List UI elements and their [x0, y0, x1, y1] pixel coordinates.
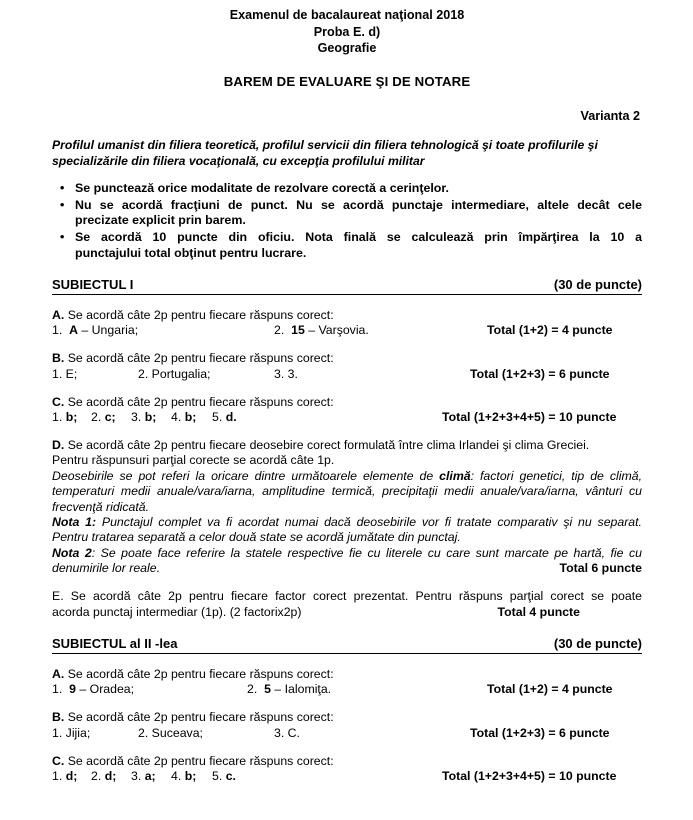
- section-c-answers: [52, 410, 642, 425]
- rule-3-line2: punctajului total obţinut pentru lucrare.: [75, 245, 307, 260]
- subject-2-title: SUBIECTUL al II -lea: [52, 636, 178, 652]
- answer-3-value: a;: [144, 768, 156, 783]
- rule-1-line1: Se punctează orice modalitate de rezolvare corectă a cerinţelor.: [75, 181, 449, 196]
- profile-note: [52, 138, 642, 169]
- varianta-label: Varianta 2: [580, 108, 640, 123]
- exam-title-line1: Examenul de bacalaureat naţional 2018: [229, 8, 465, 22]
- answer-1-rest: – Oradea;: [75, 682, 135, 697]
- s2-section-a-total: Total (1+2) = 4 puncte: [487, 682, 613, 697]
- profile-note-line1: Profilul umanist din filiera teoretică, profilul servicii din filiera tehnologică şi toate profilurile şi: [52, 138, 598, 153]
- bullet-icon: •: [60, 229, 65, 244]
- rule-3-line1: Se acordă 10 puncte din oficiu. Nota finală se calculează prin împărţirea la 10 a: [75, 229, 642, 244]
- subject-2-section-c: [52, 754, 642, 784]
- section-a-lead: [52, 308, 642, 323]
- answer-5: [212, 769, 236, 784]
- s2-section-a-lead-text: Se acordă câte 2p pentru fiecare răspuns corect:: [64, 666, 334, 681]
- section-e-line2-text: acorda punctaj intermediar (1p). (2 factorix2p): [52, 604, 302, 619]
- section-c-label: C.: [52, 394, 65, 409]
- answer-2: [274, 323, 369, 338]
- subject-1-section-e: [52, 589, 642, 620]
- section-e-line2: [52, 605, 642, 620]
- rule-2-line1: Nu se acordă fracţiuni de punct. Nu se acordă punctaje intermediare, altele decât cele: [75, 197, 642, 212]
- subject-2-header: [52, 636, 642, 654]
- subject-1-points: (30 de puncte): [553, 277, 642, 293]
- section-e-label: E.: [52, 589, 64, 604]
- answer-2-value: 15: [291, 323, 305, 338]
- section-c-lead: [52, 395, 642, 410]
- rule-text-1: [75, 181, 642, 197]
- grading-rules-list: [52, 181, 642, 261]
- nota-1-label: Nota 1:: [52, 514, 97, 529]
- section-a-answers: [52, 323, 642, 338]
- answer-2: 2. Suceava;: [138, 725, 203, 740]
- section-b-lead-text: Se acordă câte 2p pentru fiecare răspuns corect:: [64, 351, 334, 366]
- answer-3-value: b;: [144, 410, 157, 425]
- section-e-line1: [52, 589, 642, 604]
- answer-4: [171, 769, 196, 784]
- nota-2-label: Nota 2: [52, 545, 92, 560]
- answer-2: [91, 410, 116, 425]
- answer-4-number: 4.: [171, 768, 182, 783]
- subject-1-header: [52, 277, 642, 295]
- answer-3: [131, 769, 156, 784]
- subject-2-section-a: [52, 667, 642, 697]
- answer-1-value: 9: [69, 682, 76, 697]
- s2-section-c-lead: [52, 754, 642, 769]
- s2-section-b-answers: [52, 726, 642, 741]
- list-item: [52, 198, 642, 229]
- profile-note-line2: specializările din filiera vocaţională, cu excepţia profilului militar: [52, 153, 425, 168]
- section-d-elements-keyword: climă: [439, 468, 471, 483]
- answer-5-number: 5.: [212, 768, 223, 783]
- subject-1-section-a: [52, 308, 642, 338]
- s2-section-b-total: Total (1+2+3) = 6 puncte: [470, 725, 610, 740]
- answer-2-number: 2.: [247, 682, 258, 697]
- bullet-icon: •: [60, 197, 65, 212]
- answer-3: 3. 3.: [274, 366, 298, 381]
- subject-1-section-b: [52, 351, 642, 381]
- answer-2: [91, 769, 116, 784]
- document-header: [52, 0, 642, 57]
- s2-section-c-lead-text: Se acordă câte 2p pentru fiecare răspuns corect:: [64, 753, 334, 768]
- section-a-total: Total (1+2) = 4 puncte: [487, 323, 613, 338]
- answer-5-number: 5.: [212, 410, 223, 425]
- answer-2: 2. Portugalia;: [138, 366, 211, 381]
- answer-3: [131, 410, 156, 425]
- section-d-nota-1: [52, 515, 642, 546]
- answer-1-value: d;: [65, 768, 78, 783]
- section-b-lead: [52, 351, 642, 366]
- section-d-elements-paragraph: [52, 469, 642, 515]
- nota-1-text: Punctajul complet va fi acordat numai dacă deosebirile vor fi tratate comparativ şi nu separat. Pentru tratarea separată a celor două state se acordă jumătate din punctaj.: [52, 514, 642, 545]
- answer-4: [171, 410, 196, 425]
- answer-4-number: 4.: [171, 410, 182, 425]
- answer-2-rest: – Varşovia.: [304, 323, 369, 338]
- section-d-lead-line2: Pentru răspunsuri parţial corecte se acordă câte 1p.: [52, 453, 335, 468]
- section-c-lead-text: Se acordă câte 2p pentru fiecare răspuns corect:: [64, 394, 334, 409]
- section-d-total: Total 6 puncte: [559, 560, 642, 575]
- answer-5-value: d.: [225, 410, 237, 425]
- s2-section-c-total: Total (1+2+3+4+5) = 10 puncte: [442, 768, 617, 783]
- section-a-label: A.: [52, 308, 65, 323]
- answer-2-number: 2.: [91, 410, 102, 425]
- subject-1-section-c: [52, 395, 642, 425]
- answer-2-rest: – Ialomiţa.: [270, 682, 332, 697]
- s2-section-a-answers: [52, 682, 642, 697]
- s2-section-c-label: C.: [52, 753, 65, 768]
- subject-2-points: (30 de puncte): [553, 636, 642, 652]
- answer-1: [52, 682, 134, 697]
- barem-title: BAREM DE EVALUARE ŞI DE NOTARE: [223, 73, 471, 89]
- answer-1-number: 1.: [52, 410, 63, 425]
- section-d-lead-line1: [52, 438, 642, 453]
- answer-1: 1. Jijia;: [52, 725, 91, 740]
- answer-5: [212, 410, 237, 425]
- section-c-total: Total (1+2+3+4+5) = 10 puncte: [442, 410, 617, 425]
- answer-1-rest: – Ungaria;: [78, 323, 139, 338]
- answer-1-number: 1.: [52, 682, 63, 697]
- list-item: [52, 181, 642, 197]
- rule-text-3: [75, 230, 642, 261]
- section-d-lead-text: Se acordă câte 2p pentru fiecare deosebire corect formulată între clima Irlandei şi clima Greciei.: [64, 438, 590, 453]
- section-a-lead-text: Se acordă câte 2p pentru fiecare răspuns corect:: [64, 308, 334, 323]
- document-content: [52, 0, 642, 784]
- answer-5-value: c.: [225, 768, 236, 783]
- section-b-answers: [52, 367, 642, 382]
- section-d-nota-2: [52, 546, 642, 577]
- answer-3-number: 3.: [131, 410, 142, 425]
- answer-2-value: d;: [104, 768, 117, 783]
- answer-3-number: 3.: [131, 768, 142, 783]
- answer-3: 3. C.: [274, 725, 300, 740]
- subject-1-section-d: [52, 438, 642, 576]
- section-e-total: Total 4 puncte: [497, 604, 580, 619]
- answer-2-number: 2.: [274, 323, 285, 338]
- exam-title-line2: Proba E. d): [313, 24, 381, 39]
- answer-2: [247, 682, 331, 697]
- nota-2-text: : Se poate face referire la statele respective fie cu literele cu care sunt marcate pe hartă, fie cu denumirile lor reale.: [52, 545, 642, 575]
- answer-4-value: b;: [184, 410, 197, 425]
- answer-1-value: A: [69, 323, 78, 338]
- s2-section-b-label: B.: [52, 710, 65, 725]
- answer-2-value: c;: [104, 410, 116, 425]
- answer-1-value: b;: [65, 410, 78, 425]
- answer-1: [52, 769, 77, 784]
- subject-1-title: SUBIECTUL I: [52, 277, 134, 293]
- s2-section-c-answers: [52, 769, 642, 784]
- answer-1-number: 1.: [52, 768, 63, 783]
- rule-2-line2: precizate explicit prin barem.: [75, 213, 246, 228]
- s2-section-b-lead-text: Se acordă câte 2p pentru fiecare răspuns corect:: [64, 710, 334, 725]
- bullet-icon: •: [60, 181, 65, 196]
- s2-section-a-lead: [52, 667, 642, 682]
- answer-1: [52, 323, 138, 338]
- exam-title-line3: Geografie: [317, 41, 377, 56]
- answer-2-value: 5: [264, 682, 271, 697]
- section-d-label: D.: [52, 438, 65, 453]
- answer-2-number: 2.: [91, 768, 102, 783]
- subject-2-section-b: [52, 710, 642, 740]
- s2-section-b-lead: [52, 710, 642, 725]
- section-b-total: Total (1+2+3) = 6 puncte: [470, 366, 610, 381]
- section-d-elements-post: : factori genetici, tip de climă, temperaturi medii anuale/vara/iarna, amplitudine termică, precipitaţii medii anuale/vara/iarna, vânturi cu frecvenţă ridicată.: [52, 468, 642, 514]
- section-b-label: B.: [52, 351, 65, 366]
- rule-text-2: [75, 198, 642, 229]
- answer-1-number: 1.: [52, 323, 63, 338]
- answer-1: [52, 410, 77, 425]
- section-d-elements-pre: Deosebirile se pot referi la oricare dintre următoarele elemente de: [52, 468, 440, 483]
- answer-4-value: b;: [184, 768, 197, 783]
- answer-1: 1. E;: [52, 366, 78, 381]
- list-item: [52, 230, 642, 261]
- section-e-text: Se acordă câte 2p pentru fiecare factor corect prezentat. Pentru răspuns parţial corect se poate: [63, 589, 642, 604]
- s2-section-a-label: A.: [52, 666, 65, 681]
